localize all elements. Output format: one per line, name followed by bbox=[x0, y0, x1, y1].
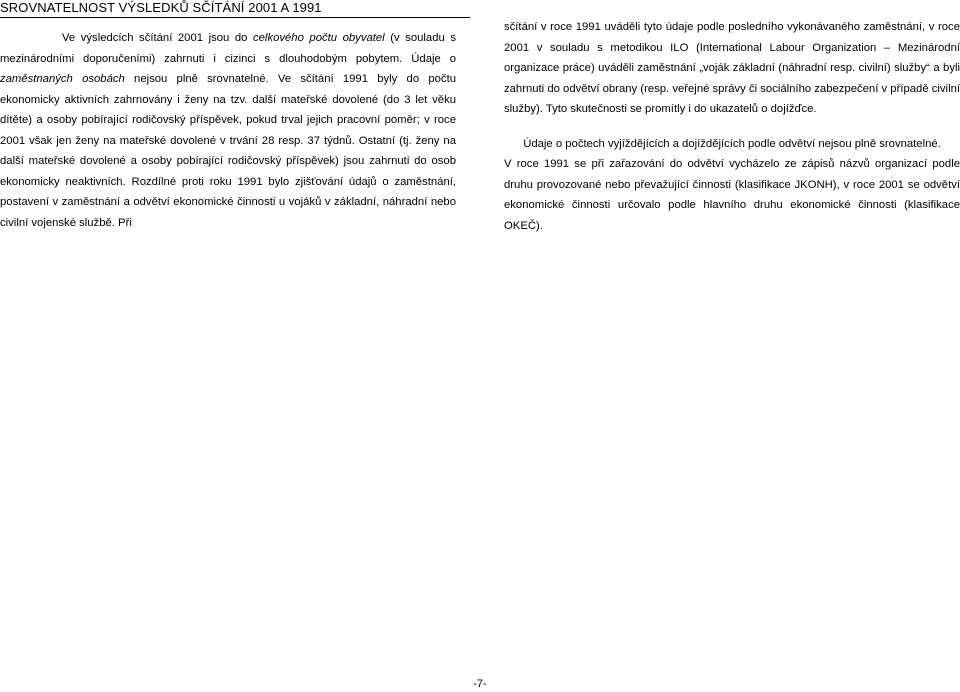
right-column bbox=[504, 17, 960, 236]
right-paragraph-3: V roce 1991 se při zařazování do odvětví vycházelo ze zápisů názvů organizací podle druhu provozované nebo převažující činnosti (klasifikace JKONH), v roce 2001 se odvětví ekonomické činnosti určovalo podle hlavního druhu ekonomické činnosti (klasifikace OKEČ). bbox=[504, 158, 960, 232]
page-header-title: SROVNATELNOST VÝSLEDKŮ SČÍTÁNÍ 2001 A 1991 bbox=[0, 0, 322, 15]
page-header bbox=[0, 0, 470, 18]
left-paragraph-1 bbox=[0, 28, 456, 233]
left-p1-emphasis-2: zaměstnaných osobách bbox=[0, 73, 125, 85]
right-paragraph-2: Údaje o počtech vyjíždějících a dojíždějících podle odvětví nejsou plně srovnatelné. bbox=[523, 137, 941, 150]
left-p1-text-2: (v souladu s mezinárodními doporučeními) zahrnuti i cizinci s dlouhodobým pobytem. Údaje o bbox=[0, 32, 456, 65]
left-p1-text-3: nejsou plně srovnatelné. Ve sčítání 1991 byly do počtu ekonomicky aktivních zahrnovány i ženy na tzv. další mateřské dovolené (do 3 let věku dítěte) a osoby pobírající rodičovský příspěvek, pokud trval jejich pracovní poměr; v roce 2001 však jen ženy na mateřské dovolené v trvání 28 resp. 37 týdnů. Ostatní (tj. ženy na další mateřské dovolené a osoby pobírající rodičovský příspěvek) jsou zahrnuti do osob ekonomicky neaktivních. Rozdílné proti roku 1991 bylo zjišťování údajů o zaměstnání, postavení v zaměstnání a odvětví ekonomické činnosti u vojáků v základní, náhradní nebo civilní vojenské službě. Při bbox=[0, 73, 456, 229]
left-column bbox=[0, 28, 456, 233]
page-number: -7- bbox=[473, 678, 487, 690]
right-paragraph-1: sčítání v roce 1991 uváděli tyto údaje podle posledního vykonávaného zaměstnání, v roce 2001 v souladu s metodikou ILO (International Labour Organization – Mezinárodní organizace práce) uváděli zaměstnání „voják základní (náhradní resp. civilní) služby“ a byli zahrnuti do odvětví obrany (resp. veřejné správy či sociálního zabezpečení v případě civilní služby). Tyto skutečnosti se promítly i do ukazatelů o dojížďce. bbox=[504, 21, 960, 115]
left-p1-emphasis-1: celkového počtu obyvatel bbox=[252, 32, 385, 44]
left-p1-text-1: Ve výsledcích sčítání 2001 jsou do bbox=[62, 32, 253, 44]
